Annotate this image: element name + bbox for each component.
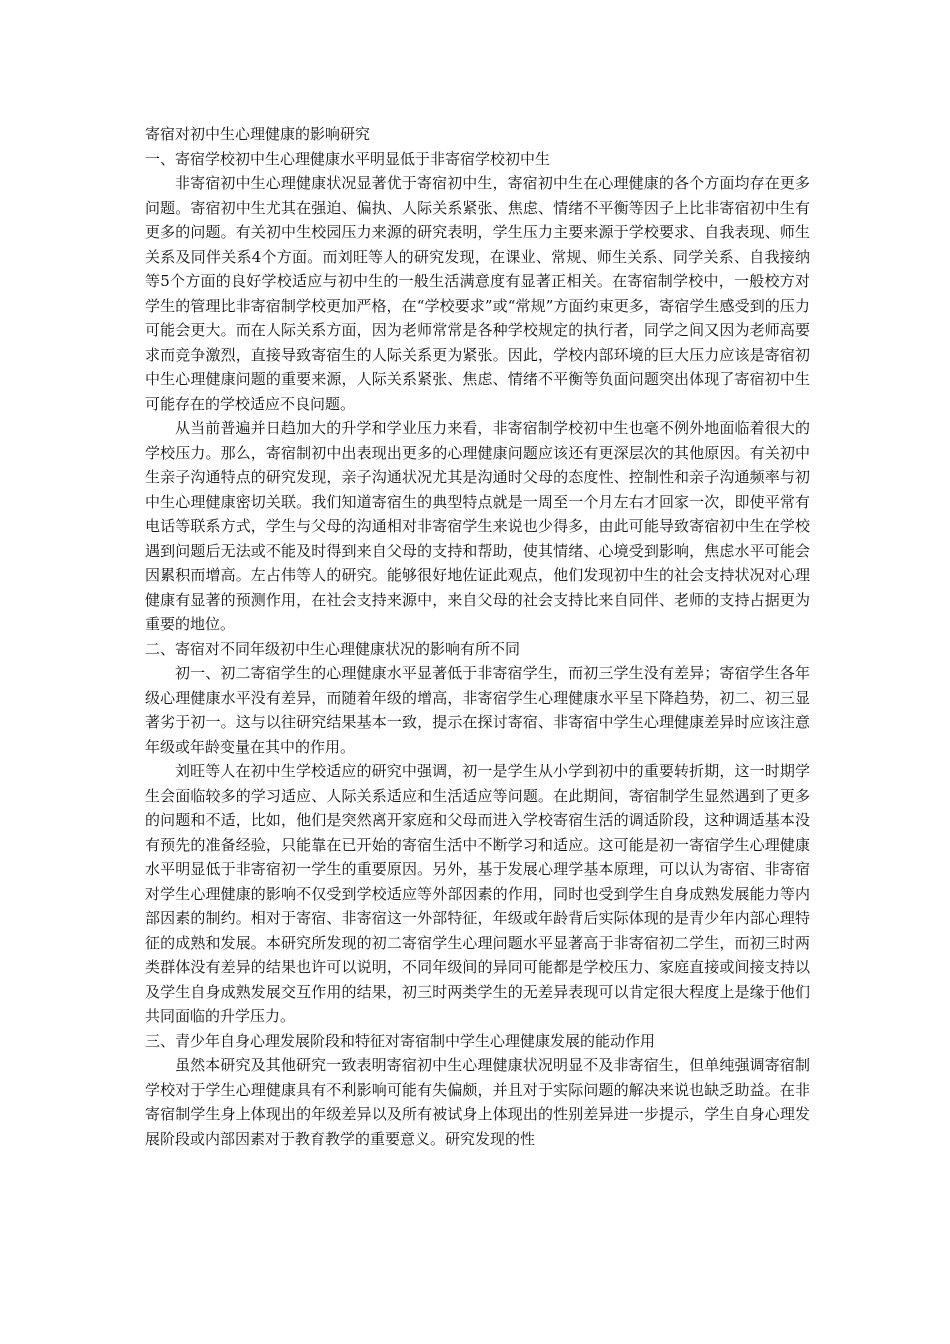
paragraph: 虽然本研究及其他研究一致表明寄宿初中生心理健康状况明显不及非寄宿生，但单纯强调寄宿制学校对于学生心理健康具有不利影响可能有失偏颇，并且对于实际问题的解决来说也缺乏助益。在非寄宿制学生身上体现出的年级差异以及所有被试身上体现出的性别差异进一步提示，学生自身心理发展阶段或内部因素对于教育教学的重要意义。研究发现的性 — [145, 1056, 810, 1148]
section-heading-2: 二、寄宿对不同年级初中生心理健康状况的影响有所不同 — [145, 639, 521, 658]
document-body — [145, 122, 810, 1151]
section-heading-1: 一、寄宿学校初中生心理健康水平明显低于非寄宿学校初中生 — [145, 149, 551, 168]
paragraph: 刘旺等人在初中生学校适应的研究中强调，初一是学生从小学到初中的重要转折期，这一时期学生会面临较多的学习适应、人际关系适应和生活适应等问题。在此期间，寄宿制学生显然遇到了更多的问题和不适，比如，他们是突然离开家庭和父母而进入学校寄宿生活的调适阶段，这种调适基本没有预先的准备经验，只能靠在已开始的寄宿生活中不断学习和适应。这可能是初一寄宿学生心理健康水平明显低于非寄宿初一学生的重要原因。另外，基于发展心理学基本原理，可以认为寄宿、非寄宿对学生心理健康的影响不仅受到学校适应等外部因素的作用，同时也受到学生自身成熟发展能力等内部因素的制约。相对于寄宿、非寄宿这一外部特征，年级或年龄背后实际体现的是青少年内部心理特征的成熟和发展。本研究所发现的初二寄宿学生心理问题水平显著高于非寄宿初二学生，而初三时两类群体没有差异的结果也许可以说明，不同年级间的异同可能都是学校压力、家庭直接或间接支持以及学生自身成熟发展交互作用的结果，初三时两类学生的无差异表现可以肯定很大程度上是缘于他们共同面临的升学压力。 — [145, 762, 810, 1025]
section-heading-3: 三、青少年自身心理发展阶段和特征对寄宿制中学生心理健康发展的能动作用 — [145, 1031, 656, 1050]
document-title: 寄宿对初中生心理健康的影响研究 — [145, 125, 371, 143]
paragraph: 非寄宿初中生心理健康状况显著优于寄宿初中生，寄宿初中生在心理健康的各个方面均存在更多问题。寄宿初中生尤其在强迫、偏执、人际关系紧张、焦虑、情绪不平衡等因子上比非寄宿初中生有更多的问题。有关初中生校园压力来源的研究表明，学生压力主要来源于学校要求、自我表现、师生关系及同伴关系4个方面。而刘旺等人的研究发现，在课业、常规、师生关系、同学关系、自我接纳等5个方面的良好学校适应与初中生的一般生活满意度有显著正相关。在寄宿制学校中，一般校方对学生的管理比非寄宿制学校更加严格，在“学校要求”或“常规”方面约束更多，寄宿学生感受到的压力可能会更大。而在人际关系方面，因为老师常常是各种学校规定的执行者，同学之间又因为老师高要求而竞争激烈，直接导致寄宿生的人际关系更为紧张。因此，学校内部环境的巨大压力应该是寄宿初中生心理健康问题的重要来源，人际关系紧张、焦虑、情绪不平衡等负面问题突出体现了寄宿初中生可能存在的学校适应不良问题。 — [145, 174, 810, 413]
paragraph: 从当前普遍并日趋加大的升学和学业压力来看，非寄宿制学校初中生也毫不例外地面临着很大的学校压力。那么，寄宿制初中出表现出更多的心理健康问题应该还有更深层次的其他原因。有关初中生亲子沟通特点的研究发现，亲子沟通状况尤其是沟通时父母的态度性、控制性和亲子沟通频率与初中生心理健康密切关联。我们知道寄宿生的典型特点就是一周至一个月左右才回家一次，即使平常有电话等联系方式，学生与父母的沟通相对非寄宿学生来说也少得多，由此可能导致寄宿初中生在学校遇到问题后无法或不能及时得到来自父母的支持和帮助，使其情绪、心境受到影响，焦虑水平可能会因累积而增高。左占伟等人的研究。能够很好地佐证此观点，他们发现初中生的社会支持状况对心理健康有显著的预测作用，在社会支持来源中，来自父母的社会支持比来自同伴、老师的支持占据更为重要的地位。 — [145, 419, 810, 633]
paragraph: 初一、初二寄宿学生的心理健康水平显著低于非寄宿学生，而初三学生没有差异；寄宿学生各年级心理健康水平没有差异，而随着年级的增高，非寄宿学生心理健康水平呈下降趋势，初二、初三显著劣于初一。这与以往研究结果基本一致，提示在探讨寄宿、非寄宿中学生心理健康差异时应该注意年级或年龄变量在其中的作用。 — [145, 664, 810, 756]
